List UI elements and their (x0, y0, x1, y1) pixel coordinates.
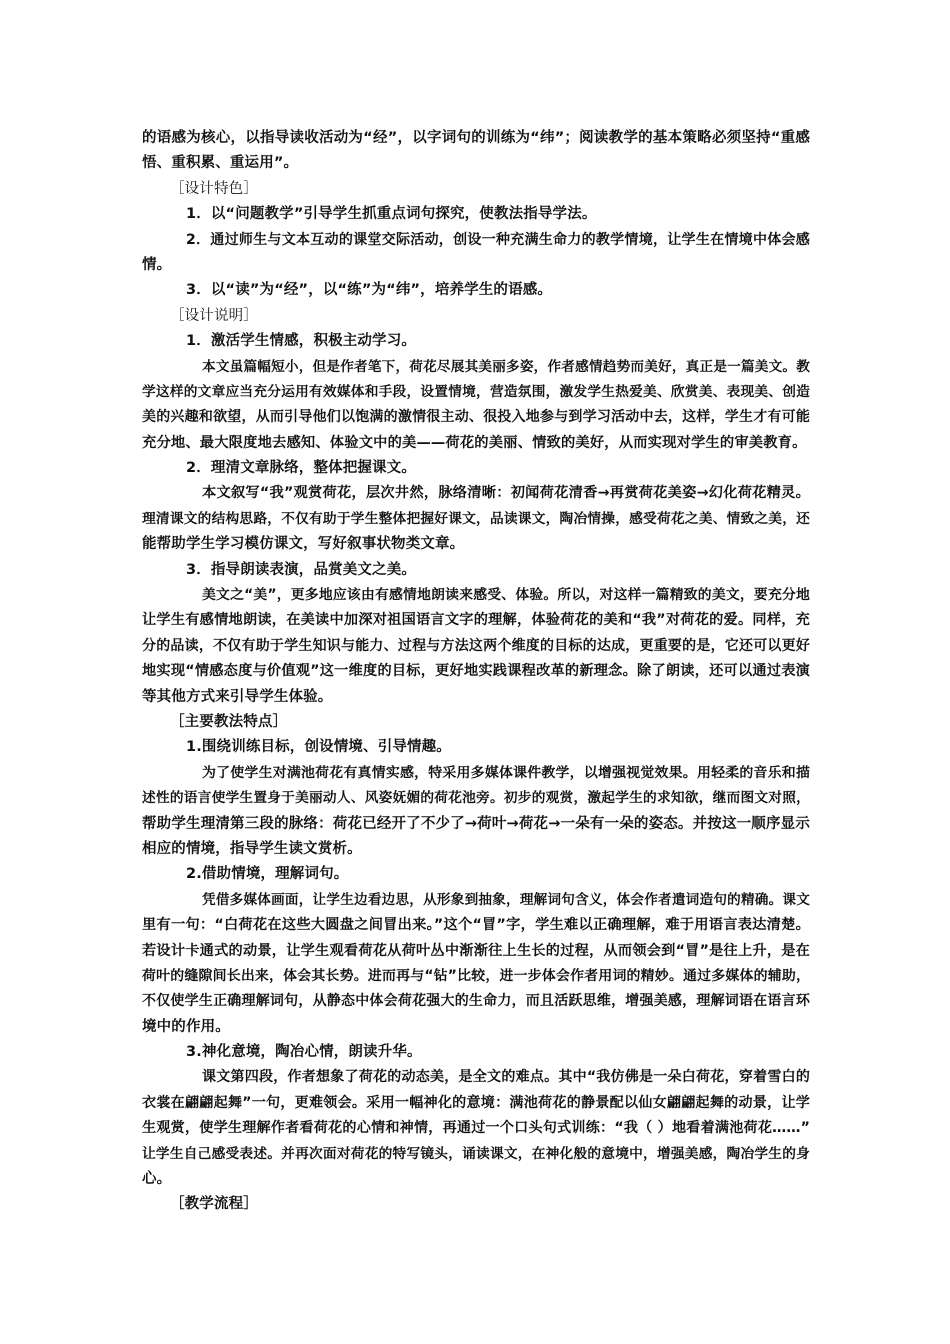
text-line: 帮助学生理清第三段的脉络：荷花已经开了不少了→荷叶→荷花→一朵有一朵的姿态。并按这一顺序显示 (142, 815, 810, 832)
text-line: 情。 (142, 256, 172, 273)
text-line: 荷叶的缝隙间长出来，体会其长势。进而再与“钻”比较，进一步体会作者用词的精妙。通过多媒体的辅助， (142, 967, 810, 984)
text-line: 1．以“问题教学”引导学生抓重点词句探究，使教法指导学法。 (186, 206, 597, 223)
text-line: 2.借助情境，理解词句。 (186, 866, 349, 883)
text-line: 相应的情境，指导学生读文赏析。 (142, 840, 362, 857)
text-line: 美文之“美”，更多地应该由有感情地朗读来感受、体验。所以，对这样一篇精致的美文，要充分地 (202, 587, 810, 604)
text-line: 等其他方式来引导学生体验。 (142, 688, 333, 705)
text-line: 3．以“读”为“经”，以“练”为“纬”，培养学生的语感。 (186, 282, 553, 299)
text-line: 境中的作用。 (142, 1018, 230, 1035)
text-line: 悟、重积累、重运用”。 (142, 155, 299, 172)
text-line: 分的品读，不仅有助于学生知识与能力、过程与方法这两个维度的目标的达成，更重要的是，它还可以更好 (142, 637, 810, 654)
text-line: 美的兴趣和欲望，从而引导他们以饱满的激情很主动、很投入地参与到学习活动中去，这样，学生才有可能 (142, 409, 810, 426)
document-page (142, 126, 810, 1218)
text-line: 理清课文的结构思路，不仅有助于学生整体把握好课文，品读课文，陶冶情操，感受荷花之美、情致之美，还 (142, 510, 810, 527)
text-line: 学这样的文章应当充分运用有效媒体和手段，设置情境，营造氛围，激发学生热爱美、欣赏美、表现美、创造 (142, 383, 810, 400)
section-heading: ［设计说明］ (170, 307, 258, 324)
text-line: 地实现“情感态度与价值观”这一维度的目标，更好地实践课程改革的新理念。除了朗读，还可以通过表演 (142, 663, 810, 680)
text-line: 述性的语言使学生置身于美丽动人、风姿妩媚的荷花池旁。初步的观赏，激起学生的求知欲，继而图文对照， (142, 790, 810, 807)
section-heading: ［主要教法特点］ (170, 713, 288, 730)
text-line: 让学生自己感受表述。并再次面对荷花的特写镜头，诵读课文，在神化般的意境中，增强美感，陶冶学生的身 (142, 1145, 810, 1162)
text-line: 凭借多媒体画面，让学生边看边思，从形象到抽象，理解词句含义，体会作者遣词造句的精确。课文 (202, 891, 810, 908)
text-line: 让学生有感情地朗读，在美读中加深对祖国语言文字的理解，体验荷花的美和“我”对荷花的爱。同样，充 (142, 612, 810, 629)
text-line: 衣裳在翩翩起舞”一句，更难领会。采用一幅神化的意境：满池荷花的静景配以仙女翩翩起舞的动景，让学 (142, 1094, 810, 1111)
text-line: 本文叙写“我”观赏荷花，层次井然，脉络清晰：初闻荷花清香→再赏荷花美姿→幻化荷花精灵。 (202, 485, 810, 502)
text-line: 不仅使学生正确理解词句，从静态中体会荷花强大的生命力，而且活跃思维，增强美感，理解词语在语言环 (142, 993, 810, 1010)
text-line: 2．通过师生与文本互动的课堂交际活动，创设一种充满生命力的教学情境，让学生在情境中体会感 (186, 231, 810, 248)
section-heading: ［教学流程］ (170, 1196, 258, 1213)
text-line: 充分地、最大限度地去感知、体验文中的美——荷花的美丽、情致的美好，从而实现对学生的审美教育。 (142, 434, 807, 451)
text-line: 1.围绕训练目标，创设情境、引导情趣。 (186, 739, 451, 756)
text-line: 心。 (142, 1171, 172, 1188)
text-line: 若设计卡通式的动景，让学生观看荷花从荷叶丛中渐渐往上生长的过程，从而领会到“冒”是往上升，是在 (142, 942, 810, 959)
text-line: 为了使学生对满池荷花有真情实感，特采用多媒体课件教学，以增强视觉效果。用轻柔的音乐和描 (202, 764, 810, 781)
text-line: 本文虽篇幅短小，但是作者笔下，荷花尽展其美丽多姿，作者感情趋势而美好，真正是一篇美文。教 (202, 358, 810, 375)
text-line: 课文第四段，作者想象了荷花的动态美，是全文的难点。其中“我仿佛是一朵白荷花，穿着雪白的 (202, 1069, 810, 1086)
text-line: 生观赏，使学生理解作者看荷花的心情和神情，再通过一个口头句式训练：“我（ ）地看着满池荷花……” (142, 1120, 810, 1137)
text-line: 3.神化意境，陶冶心情，朗读升华。 (186, 1044, 422, 1061)
text-line: 1．激活学生情感，积极主动学习。 (186, 333, 416, 350)
text-line: 3．指导朗读表演，品赏美文之美。 (186, 561, 416, 578)
section-heading: ［设计特色］ (170, 180, 258, 197)
text-line: 2．理清文章脉络，整体把握课文。 (186, 460, 416, 477)
text-line: 的语感为核心，以指导读收活动为“经”，以字词句的训练为“纬”；阅读教学的基本策略必须坚持“重感 (142, 130, 810, 146)
text-line: 里有一句：“白荷花在这些大圆盘之间冒出来。”这个“冒”字，学生难以正确理解，难于用语言表达清楚。 (142, 917, 810, 934)
text-line: 能帮助学生学习模仿课文，写好叙事状物类文章。 (142, 536, 465, 553)
